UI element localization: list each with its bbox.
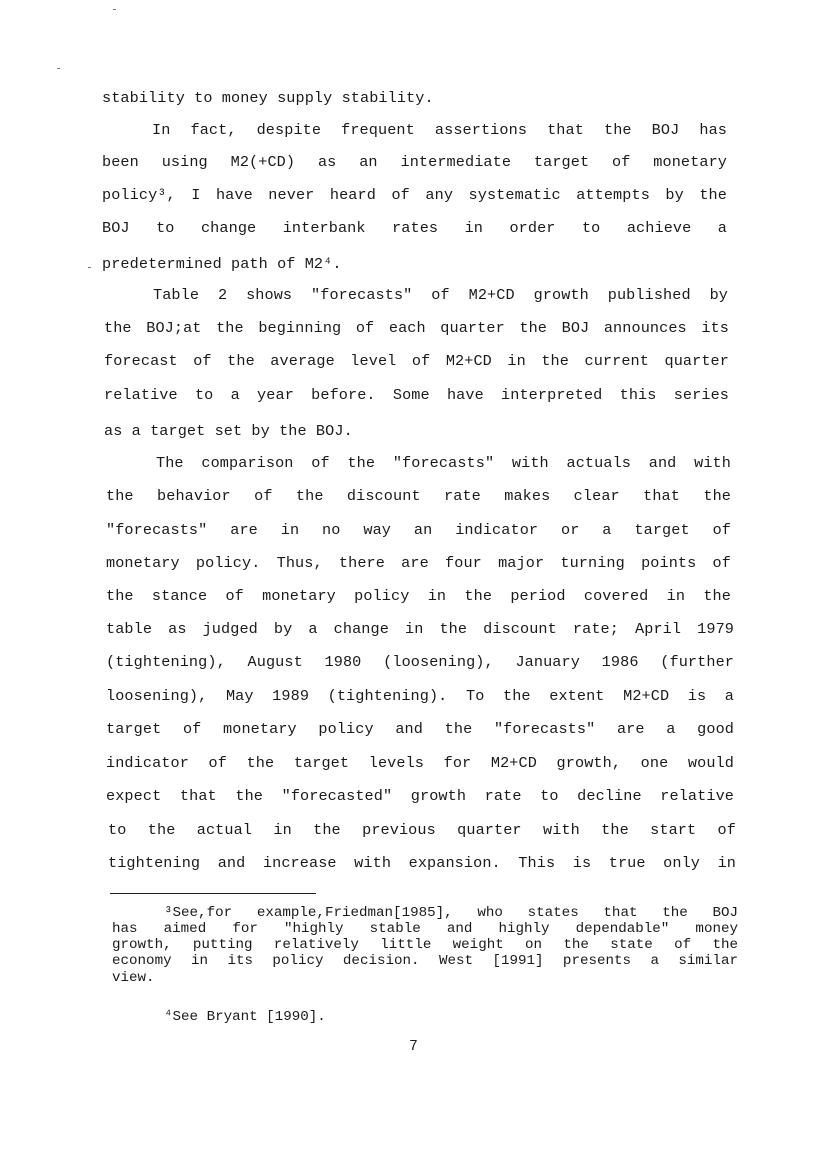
body-line: to the actual in the previous quarter with the start of: [108, 821, 736, 839]
footnote-rule: [110, 893, 316, 894]
body-line: tightening and increase with expansion. This is true only in: [108, 854, 736, 872]
body-line: monetary policy. Thus, there are four major turning points of: [106, 554, 731, 572]
footnote-3-line: view.: [112, 970, 155, 986]
body-line: The comparison of the "forecasts" with actuals and with: [156, 454, 731, 472]
body-line: expect that the "forecasted" growth rate to decline relative: [106, 787, 734, 805]
body-line: (tightening), August 1980 (loosening), January 1986 (further: [106, 653, 734, 671]
body-line: table as judged by a change in the discount rate; April 1979: [106, 620, 734, 638]
body-line: BOJ to change interbank rates in order to achieve a: [102, 219, 727, 237]
body-line: been using M2(+CD) as an intermediate target of monetary: [102, 153, 727, 171]
footnote-4: ⁴See Bryant [1990].: [164, 1009, 326, 1025]
footnote-3-line: ³See,for example,Friedman[1985], who states that the BOJ: [164, 905, 738, 921]
footnote-3-line: has aimed for "highly stable and highly dependable" money: [112, 921, 738, 937]
footnote-3-line: growth, putting relatively little weight on the state of the: [112, 937, 738, 953]
body-line: as a target set by the BOJ.: [104, 422, 353, 440]
body-line: the stance of monetary policy in the period covered in the: [106, 587, 731, 605]
body-line: policy³, I have never heard of any systematic attempts by the: [102, 186, 727, 204]
body-line: loosening), May 1989 (tightening). To the extent M2+CD is a: [106, 687, 734, 705]
body-line: Table 2 shows "forecasts" of M2+CD growth published by: [153, 286, 728, 304]
body-line: predetermined path of M2⁴.: [102, 255, 342, 273]
scan-speck: [113, 9, 116, 10]
page-number: 7: [409, 1039, 418, 1055]
body-line: stability to money supply stability.: [102, 89, 434, 107]
body-line: forecast of the average level of M2+CD in the current quarter: [104, 352, 729, 370]
body-line: indicator of the target levels for M2+CD growth, one would: [106, 754, 734, 772]
body-line: target of monetary policy and the "forecasts" are a good: [106, 720, 734, 738]
body-line: the BOJ;at the beginning of each quarter the BOJ announces its: [104, 319, 729, 337]
scan-speck: [88, 267, 91, 268]
footnote-3-line: economy in its policy decision. West [1991] presents a similar: [112, 953, 738, 969]
body-line: "forecasts" are in no way an indicator or a target of: [106, 521, 731, 539]
scan-speck: [57, 68, 60, 69]
body-line: relative to a year before. Some have interpreted this series: [104, 386, 729, 404]
body-line: In fact, despite frequent assertions that the BOJ has: [152, 121, 727, 139]
body-line: the behavior of the discount rate makes clear that the: [106, 487, 731, 505]
